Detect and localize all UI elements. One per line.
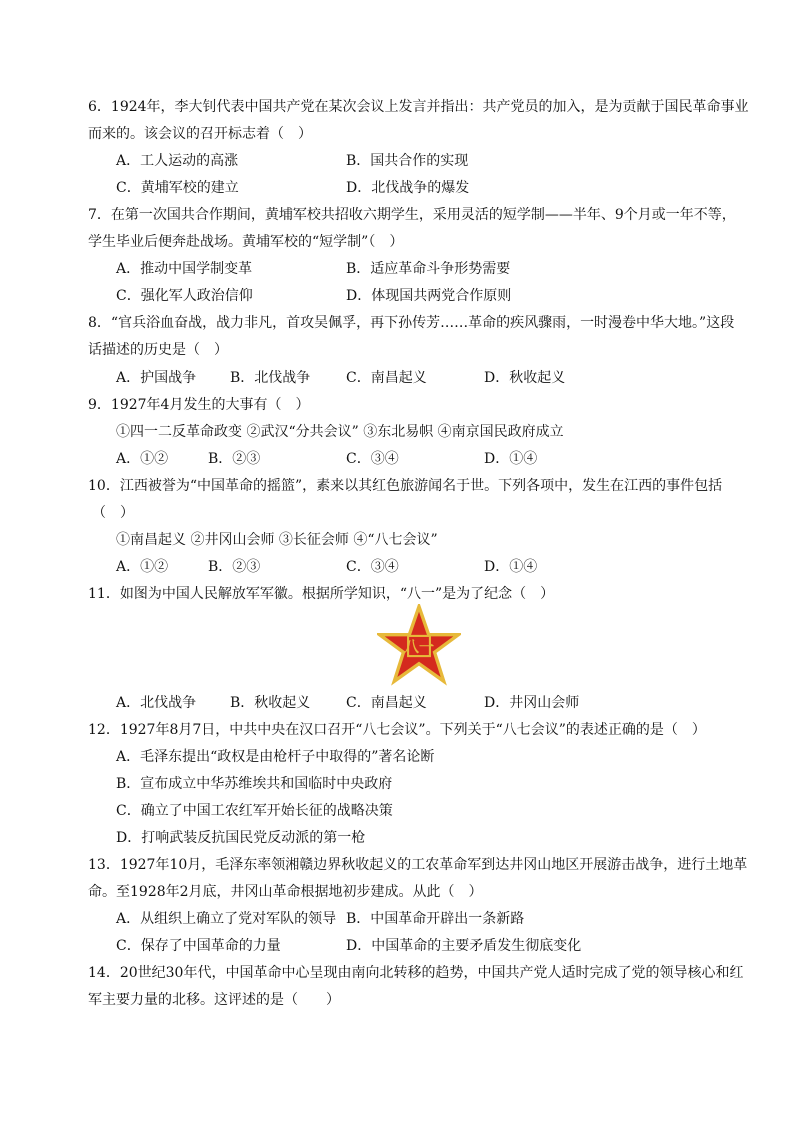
option-c[interactable]: C．强化军人政治信仰 — [116, 288, 253, 304]
emblem-text: 八一 — [403, 637, 435, 656]
question-items: ①四一二反革命政变 ②武汉“分共会议” ③东北易帜 ④南京国民政府成立 — [116, 424, 564, 440]
option-a[interactable]: A．北伐战争 — [116, 695, 197, 711]
option-d[interactable]: D．打响武装反抗国民党反动派的第一枪 — [116, 830, 366, 846]
option-b[interactable]: B．宣布成立中华苏维埃共和国临时中央政府 — [116, 776, 393, 792]
question-stem-line: 9．1927年4月发生的大事有（ ） — [88, 397, 310, 413]
option-c[interactable]: C．③④ — [346, 451, 399, 467]
question-stem-line: 而来的。该会议的召开标志着（ ） — [88, 126, 312, 142]
option-a[interactable]: A．推动中国学制变革 — [116, 261, 253, 277]
option-d[interactable]: D．中国革命的主要矛盾发生彻底变化 — [346, 938, 582, 954]
option-b[interactable]: B．北伐战争 — [230, 370, 311, 386]
question-stem-line: 11．如图为中国人民解放军军徽。根据所学知识，“八一”是为了纪念（ ） — [88, 586, 555, 602]
option-a[interactable]: A．护国战争 — [116, 370, 197, 386]
question-stem-line: 话描述的历史是（ ） — [88, 342, 228, 358]
pla-emblem-icon — [377, 604, 461, 688]
option-c[interactable]: C．南昌起义 — [346, 695, 427, 711]
option-d[interactable]: D．井冈山会师 — [484, 695, 580, 711]
option-b[interactable]: B．适应革命斗争形势需要 — [346, 261, 511, 277]
option-b[interactable]: B．中国革命开辟出一条新路 — [346, 911, 525, 927]
question-stem-line: 6．1924年，李大钊代表中国共产党在某次会议上发言并指出：共产党员的加入，是为贡献于国民革命事业 — [88, 99, 749, 115]
option-c[interactable]: C．保存了中国革命的力量 — [116, 938, 281, 954]
question-stem-line: 10．江西被誉为“中国革命的摇篮”，素来以其红色旅游闻名于世。下列各项中，发生在江西的事件包括 — [88, 478, 723, 494]
option-d[interactable]: D．北伐战争的爆发 — [346, 180, 470, 196]
option-c[interactable]: C．确立了中国工农红军开始长征的战略决策 — [116, 803, 393, 819]
option-d[interactable]: D．①④ — [484, 451, 538, 467]
option-a[interactable]: A．①② — [116, 559, 169, 575]
option-a[interactable]: A．毛泽东提出“政权是由枪杆子中取得的”著名论断 — [116, 749, 435, 765]
question-stem-line: 13．1927年10月，毛泽东率领湘赣边界秋收起义的工农革命军到达井冈山地区开展游击战争，进行土地革 — [88, 857, 748, 873]
option-c[interactable]: C．南昌起义 — [346, 370, 427, 386]
question-stem-line: 7．在第一次国共合作期间，黄埔军校共招收六期学生，采用灵活的短学制——半年、9个月或一年不等， — [88, 207, 736, 223]
question-stem-line: 命。至1928年2月底，井冈山革命根据地初步建成。从此（ ） — [88, 884, 483, 900]
question-stem-line: 8．“官兵浴血奋战，战力非凡，首攻吴佩孚，再下孙传芳……革命的疾风骤雨，一时漫卷中华大地。”这段 — [88, 315, 735, 331]
option-d[interactable]: D．①④ — [484, 559, 538, 575]
option-d[interactable]: D．秋收起义 — [484, 370, 566, 386]
option-b[interactable]: B．②③ — [208, 451, 261, 467]
option-b[interactable]: B．国共合作的实现 — [346, 153, 469, 169]
option-a[interactable]: A．从组织上确立了党对军队的领导 — [116, 911, 337, 927]
option-b[interactable]: B．秋收起义 — [230, 695, 311, 711]
question-stem-line: 12．1927年8月7日，中共中央在汉口召开“八七会议”。下列关于“八七会议”的表述正确的是（ ） — [88, 722, 706, 738]
option-c[interactable]: C．③④ — [346, 559, 399, 575]
option-a[interactable]: A．工人运动的高涨 — [116, 153, 239, 169]
option-a[interactable]: A．①② — [116, 451, 169, 467]
option-c[interactable]: C．黄埔军校的建立 — [116, 180, 239, 196]
option-b[interactable]: B．②③ — [208, 559, 261, 575]
option-d[interactable]: D．体现国共两党合作原则 — [346, 288, 512, 304]
question-stem-line: 学生毕业后便奔赴战场。黄埔军校的“短学制”（ ） — [88, 234, 404, 250]
question-stem-line: 军主要力量的北移。这评述的是（ ） — [88, 992, 340, 1008]
question-stem-line: 14．20世纪30年代，中国革命中心呈现由南向北转移的趋势，中国共产党人适时完成了党的领导核心和红 — [88, 965, 744, 981]
question-items: ①南昌起义 ②井冈山会师 ③长征会师 ④“八七会议” — [116, 532, 438, 548]
question-stem-line: （ ） — [92, 505, 134, 521]
